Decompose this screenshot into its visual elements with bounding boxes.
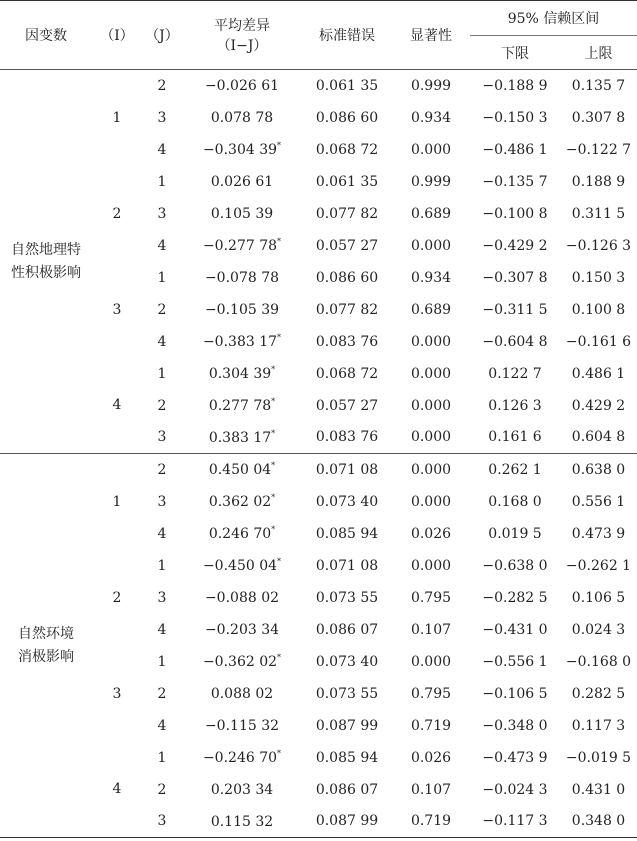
std-error-cell: 0.087 99 xyxy=(302,806,392,838)
mean-diff-cell xyxy=(182,422,302,454)
dependent-var-cell xyxy=(0,454,92,838)
group-j-cell: 4 xyxy=(157,237,167,254)
ci-lower-cell: −0.135 7 xyxy=(482,173,548,190)
mean-diff-cell xyxy=(182,454,302,486)
ci-upper-cell: −0.019 5 xyxy=(565,749,632,766)
mean-diff-value: −0.304 39 xyxy=(202,142,278,158)
mean-diff-cell xyxy=(182,742,302,774)
mean-diff-value: 0.026 61 xyxy=(210,174,274,190)
mean-diff-value: 0.078 78 xyxy=(210,110,274,126)
mean-diff-cell xyxy=(182,582,302,614)
ci-lower-cell: 0.019 5 xyxy=(488,525,542,542)
dependent-var-name-line2: 消极影响 xyxy=(18,648,74,665)
mean-diff-cell xyxy=(182,518,302,550)
std-error-cell: 0.068 72 xyxy=(315,141,379,158)
group-j-cell: 1 xyxy=(157,173,167,190)
significance-cell: 0.000 xyxy=(410,397,452,414)
dependent-var-name-line2: 性积极影响 xyxy=(11,264,81,281)
ci-upper-cell: 0.282 5 xyxy=(571,685,626,702)
mean-diff-value: −0.088 02 xyxy=(204,590,280,606)
table-row xyxy=(0,262,637,294)
dependent-var-name-line1: 自然环境 xyxy=(18,625,74,642)
significance-marker: * xyxy=(271,397,276,406)
significance-cell: 0.000 xyxy=(410,653,452,670)
ci-lower-cell: −0.486 1 xyxy=(482,141,548,158)
std-error-cell: 0.057 27 xyxy=(315,237,379,254)
group-j-cell: 4 xyxy=(157,333,167,350)
group-j-cell: 1 xyxy=(157,269,167,286)
significance-marker: * xyxy=(277,749,282,758)
mean-diff-cell xyxy=(182,614,302,646)
mean-diff-value: −0.115 32 xyxy=(204,718,280,734)
std-error-cell: 0.085 94 xyxy=(315,525,379,542)
header-dependent-var: 因变数 xyxy=(0,1,92,70)
group-j-cell: 4 xyxy=(157,141,167,158)
mean-diff-value: −0.026 61 xyxy=(204,78,280,95)
std-error-cell: 0.073 55 xyxy=(315,685,379,702)
std-error-cell: 0.068 72 xyxy=(315,365,379,382)
ci-lower-cell: 0.122 7 xyxy=(488,365,542,382)
group-i-cell: 2 xyxy=(112,205,122,222)
header-std-error: 标准错误 xyxy=(302,1,392,70)
group-j-cell: 1 xyxy=(157,653,167,670)
ci-upper-cell: −0.168 0 xyxy=(565,653,632,670)
ci-lower-cell: −0.024 3 xyxy=(482,781,548,798)
mean-diff-cell xyxy=(182,294,302,326)
ci-upper-cell: 0.188 9 xyxy=(571,173,626,190)
mean-diff-cell xyxy=(182,550,302,582)
group-j-cell: 4 xyxy=(157,621,167,638)
significance-cell: 0.999 xyxy=(410,173,452,190)
significance-cell: 0.026 xyxy=(410,525,452,542)
std-error-cell: 0.061 35 xyxy=(315,173,379,190)
significance-marker: * xyxy=(277,141,282,150)
group-i-cell: 4 xyxy=(112,397,122,414)
ci-lower-cell: −0.348 0 xyxy=(482,717,548,734)
mean-diff-value: −0.078 78 xyxy=(204,270,280,286)
std-error-cell: 0.085 94 xyxy=(315,749,379,766)
ci-lower-cell: −0.117 3 xyxy=(470,806,560,838)
table-row xyxy=(0,550,637,582)
header-mean-diff-sub: （I−J） xyxy=(216,38,268,54)
mean-diff-value: −0.450 04 xyxy=(202,558,278,574)
significance-cell: 0.000 xyxy=(410,237,452,254)
mean-diff-value: 0.450 04 xyxy=(208,462,272,479)
mean-diff-value: 0.203 34 xyxy=(210,782,274,798)
ci-upper-cell: 0.150 3 xyxy=(571,269,626,286)
mean-diff-cell xyxy=(182,678,302,710)
ci-lower-cell: −0.188 9 xyxy=(470,70,560,102)
group-j-cell: 3 xyxy=(157,589,167,606)
header-group-i: （I） xyxy=(92,1,142,70)
significance-marker: * xyxy=(271,428,276,438)
mean-diff-value: 0.246 70 xyxy=(208,526,272,542)
ci-lower-cell: 0.262 1 xyxy=(470,454,560,486)
std-error-cell: 0.077 82 xyxy=(315,205,379,222)
group-j-cell: 1 xyxy=(157,557,167,574)
significance-cell: 0.719 xyxy=(410,717,452,734)
table-row xyxy=(0,70,637,102)
table-row xyxy=(0,742,637,774)
group-i-cell: 1 xyxy=(92,70,142,166)
ci-lower-cell: 0.161 6 xyxy=(488,429,542,446)
header-ci: 95% 信赖区间 xyxy=(470,1,637,36)
mean-diff-value: 0.115 32 xyxy=(210,813,274,830)
dependent-var-cell xyxy=(0,70,92,454)
group-j-cell: 3 xyxy=(142,806,182,838)
significance-marker: * xyxy=(271,365,276,374)
std-error-cell: 0.083 76 xyxy=(315,333,379,350)
mean-diff-cell xyxy=(182,262,302,294)
std-error-cell: 0.083 76 xyxy=(315,429,379,446)
group-j-cell: 2 xyxy=(142,454,182,486)
ci-upper-cell: 0.486 1 xyxy=(571,365,626,382)
ci-lower-cell: −0.106 5 xyxy=(482,685,548,702)
ci-upper-cell: 0.431 0 xyxy=(571,781,626,798)
ci-lower-cell: −0.604 8 xyxy=(482,333,548,350)
ci-lower-cell: −0.150 3 xyxy=(482,109,548,126)
group-i-cell: 4 xyxy=(92,742,142,838)
significance-cell: 0.934 xyxy=(410,109,452,126)
std-error-cell: 0.077 82 xyxy=(315,301,379,318)
mean-diff-value: −0.362 02 xyxy=(202,654,278,670)
table-row xyxy=(0,454,637,486)
significance-cell: 0.934 xyxy=(410,269,452,286)
mean-diff-value: 0.304 39 xyxy=(208,366,272,382)
significance-cell: 0.000 xyxy=(410,141,452,158)
group-j-cell: 2 xyxy=(157,301,167,318)
significance-marker: * xyxy=(271,493,276,502)
mean-diff-value: −0.246 70 xyxy=(202,750,278,766)
significance-cell: 0.000 xyxy=(410,557,452,574)
table-header xyxy=(0,1,637,70)
mean-diff-cell xyxy=(182,358,302,390)
ci-lower-cell: −0.473 9 xyxy=(482,749,548,766)
group-j-cell: 3 xyxy=(157,493,167,510)
ci-lower-cell: −0.556 1 xyxy=(482,653,548,670)
group-i-cell: 1 xyxy=(92,454,142,550)
group-i-cell: 3 xyxy=(112,301,122,318)
significance-marker: * xyxy=(271,525,276,534)
ci-upper-cell: 0.106 5 xyxy=(571,589,626,606)
std-error-cell: 0.071 08 xyxy=(315,557,379,574)
std-error-cell: 0.073 55 xyxy=(315,589,379,606)
ci-upper-cell: 0.473 9 xyxy=(571,525,626,542)
mean-diff-cell xyxy=(182,390,302,422)
std-error-cell: 0.073 40 xyxy=(315,653,379,670)
dependent-var-name-line1: 自然地理特 xyxy=(11,241,81,258)
group-i-cell: 2 xyxy=(112,589,122,606)
mean-diff-cell xyxy=(182,326,302,358)
ci-upper-cell: −0.161 6 xyxy=(565,333,632,350)
ci-upper-cell: 0.135 7 xyxy=(560,70,637,102)
mean-diff-cell xyxy=(182,134,302,166)
header-group-j: （J） xyxy=(142,1,182,70)
std-error-cell: 0.061 35 xyxy=(302,70,392,102)
ci-upper-cell: −0.262 1 xyxy=(565,557,632,574)
group-j-cell: 2 xyxy=(157,685,167,702)
mean-diff-value: 0.383 17 xyxy=(208,429,272,446)
significance-cell: 0.000 xyxy=(392,454,470,486)
mean-diff-cell xyxy=(182,166,302,198)
std-error-cell: 0.057 27 xyxy=(315,397,379,414)
group-j-cell: 4 xyxy=(157,717,167,734)
significance-cell: 0.107 xyxy=(410,781,452,798)
header-mean-diff-label: 平均差异 xyxy=(214,18,270,34)
significance-marker: * xyxy=(277,237,282,246)
ci-lower-cell: −0.429 2 xyxy=(482,237,548,254)
ci-upper-cell: 0.024 3 xyxy=(571,621,626,638)
ci-lower-cell: −0.282 5 xyxy=(482,589,548,606)
std-error-cell: 0.073 40 xyxy=(315,493,379,510)
significance-cell: 0.999 xyxy=(392,70,470,102)
significance-cell: 0.795 xyxy=(410,685,452,702)
group-j-cell: 3 xyxy=(157,205,167,222)
group-j-cell: 3 xyxy=(157,109,167,126)
ci-lower-cell: −0.100 8 xyxy=(482,205,548,222)
table-row xyxy=(0,646,637,678)
ci-upper-cell: 0.604 8 xyxy=(571,429,626,446)
significance-cell: 0.689 xyxy=(410,301,452,318)
header-lower: 下限 xyxy=(501,45,529,62)
mean-diff-cell xyxy=(182,486,302,518)
group-j-cell: 2 xyxy=(157,397,167,414)
group-j-cell: 3 xyxy=(157,429,167,446)
significance-cell: 0.795 xyxy=(410,589,452,606)
ci-lower-cell: −0.638 0 xyxy=(482,557,548,574)
mean-diff-value: 0.362 02 xyxy=(208,494,272,510)
ci-upper-cell: 0.348 0 xyxy=(560,806,637,838)
table-body xyxy=(0,70,637,838)
mean-diff-cell xyxy=(182,710,302,742)
group-i-cell: 3 xyxy=(112,685,122,702)
ci-upper-cell: −0.126 3 xyxy=(565,237,632,254)
mean-diff-cell xyxy=(182,774,302,806)
ci-lower-cell: −0.311 5 xyxy=(482,301,548,318)
mean-diff-cell xyxy=(182,646,302,678)
significance-marker: * xyxy=(277,557,282,566)
header-mean-diff xyxy=(182,1,302,70)
group-j-cell: 2 xyxy=(142,70,182,102)
ci-upper-cell: 0.100 8 xyxy=(571,301,626,318)
significance-cell: 0.000 xyxy=(410,493,452,510)
ci-lower-cell: −0.431 0 xyxy=(482,621,548,638)
header-upper: 上限 xyxy=(584,45,613,62)
significance-marker: * xyxy=(271,461,276,471)
ci-lower-cell: 0.126 3 xyxy=(488,397,542,414)
group-j-cell: 2 xyxy=(157,781,167,798)
ci-upper-cell: 0.311 5 xyxy=(571,205,626,222)
ci-upper-cell: −0.122 7 xyxy=(565,141,632,158)
mean-diff-value: 0.088 02 xyxy=(210,686,274,702)
mean-diff-cell xyxy=(182,70,302,102)
ci-upper-cell: 0.429 2 xyxy=(571,397,626,414)
significance-cell: 0.026 xyxy=(410,749,452,766)
mean-diff-value: 0.277 78 xyxy=(208,398,272,414)
table-row xyxy=(0,358,637,390)
ci-upper-cell: 0.117 3 xyxy=(571,717,626,734)
mean-diff-cell xyxy=(182,230,302,262)
table-row xyxy=(0,166,637,198)
mean-diff-value: −0.383 17 xyxy=(202,334,278,350)
ci-upper-cell: 0.307 8 xyxy=(571,109,626,126)
significance-cell: 0.107 xyxy=(410,621,452,638)
std-error-cell: 0.087 99 xyxy=(315,717,379,734)
std-error-cell: 0.086 60 xyxy=(315,109,379,126)
std-error-cell: 0.086 07 xyxy=(315,621,379,638)
significance-cell: 0.689 xyxy=(410,205,452,222)
group-j-cell: 4 xyxy=(157,525,167,542)
significance-marker: * xyxy=(277,653,282,662)
significance-cell: 0.000 xyxy=(410,429,452,446)
significance-cell: 0.000 xyxy=(410,365,452,382)
header-significance: 显著性 xyxy=(392,1,470,70)
group-j-cell: 1 xyxy=(157,365,167,382)
ci-lower-cell: 0.168 0 xyxy=(488,493,542,510)
significance-marker: * xyxy=(277,333,282,342)
mean-diff-cell xyxy=(182,806,302,838)
ci-upper-cell: 0.556 1 xyxy=(571,493,626,510)
group-j-cell: 1 xyxy=(157,749,167,766)
ci-lower-cell: −0.307 8 xyxy=(482,269,548,286)
significance-cell: 0.719 xyxy=(392,806,470,838)
mean-diff-value: −0.203 34 xyxy=(204,622,280,638)
mean-diff-value: −0.277 78 xyxy=(202,238,278,254)
mean-diff-cell xyxy=(182,198,302,230)
std-error-cell: 0.086 60 xyxy=(315,269,379,286)
mean-diff-cell xyxy=(182,102,302,134)
std-error-cell: 0.086 07 xyxy=(315,781,379,798)
significance-cell: 0.000 xyxy=(410,333,452,350)
ci-upper-cell: 0.638 0 xyxy=(560,454,637,486)
mean-diff-value: 0.105 39 xyxy=(210,206,274,222)
std-error-cell: 0.071 08 xyxy=(302,454,392,486)
mean-diff-value: −0.105 39 xyxy=(204,302,280,318)
